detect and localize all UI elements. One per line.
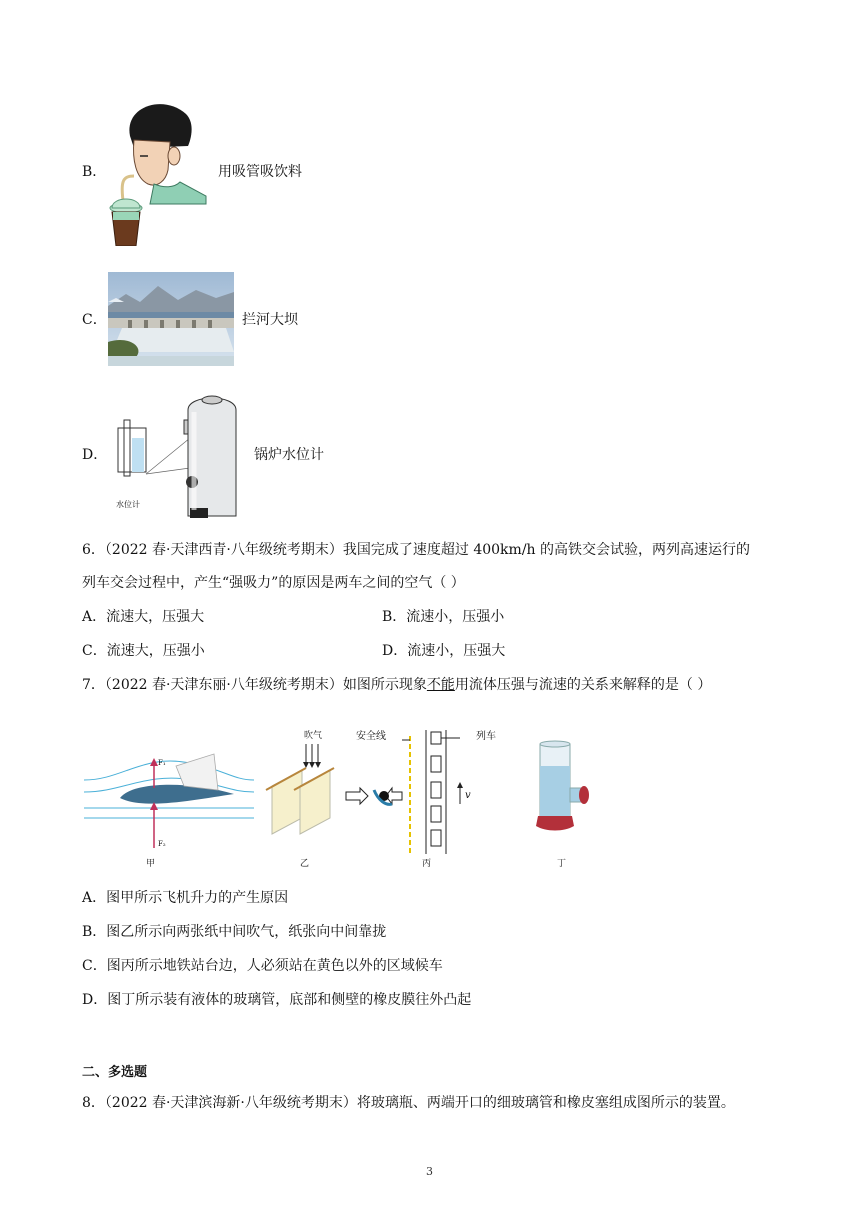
section-title-multi-choice: 二、多选题: [82, 1065, 148, 1080]
figure-yi-papers: [258, 730, 338, 840]
label-f2: F₂: [158, 840, 166, 848]
figure-jia-airfoil: [84, 750, 254, 850]
option-b-caption: 用吸管吸饮料: [218, 164, 302, 180]
dam-photo: [108, 272, 234, 366]
option-d-caption: 锅炉水位计: [254, 447, 324, 463]
q7-option-c: C．图丙所示地铁站台边，人必须站在黄色以外的区域候车: [82, 958, 443, 974]
q6-option-a: A．流速大，压强大: [82, 609, 205, 625]
label-yi: 乙: [300, 859, 310, 869]
q7-stem-underlined: 不能: [426, 677, 455, 693]
boy-drinking-figure: [104, 96, 210, 246]
figure-ding-tube: [534, 740, 594, 834]
option-c-letter: C．: [82, 312, 107, 328]
q7-option-d: D．图丁所示装有液体的玻璃管，底部和侧壁的橡皮膜往外凸起: [82, 992, 472, 1008]
label-train: 列车: [476, 731, 496, 742]
q6-option-c: C．流速大，压强小: [82, 643, 205, 659]
page-number: 3: [426, 1165, 433, 1178]
q7-option-a: A．图甲所示飞机升力的产生原因: [82, 890, 289, 906]
label-blow: 吹气: [304, 731, 323, 741]
q6-stem-line2: 列车交会过程中，产生“强吸力”的原因是两车之间的空气（ ）: [82, 575, 465, 591]
label-jia: 甲: [146, 859, 156, 869]
q6-option-b: B．流速小，压强小: [382, 609, 505, 625]
label-f1: F₁: [158, 759, 166, 767]
option-d-letter: D．: [82, 447, 108, 463]
label-bing: 丙: [422, 859, 432, 869]
option-b-letter: B．: [82, 164, 107, 180]
option-c-caption: 拦河大坝: [242, 312, 298, 328]
label-v: v: [465, 790, 471, 801]
q7-stem-after: 用流体压强与流速的关系来解释的是（ ）: [454, 677, 712, 693]
q6-option-d: D．流速小，压强大: [382, 643, 506, 659]
gauge-inset-label: 水位计: [116, 500, 140, 509]
label-ding: 丁: [557, 859, 567, 869]
q7-stem-before: 7．（2022 春·天津东丽·八年级统考期末）如图所示现象: [82, 677, 427, 693]
q7-option-b: B．图乙所示向两张纸中间吹气，纸张向中间靠拢: [82, 924, 387, 940]
q7-stem: [82, 675, 711, 695]
q8-stem: 8．（2022 春·天津滨海新·八年级统考期末）将玻璃瓶、两端开口的细玻璃管和橡皮塞组成图所示的装置。: [82, 1095, 735, 1111]
q6-stem-line1: 6．（2022 春·天津西青·八年级统考期末）我国完成了速度超过 400km/h 的高铁交会试验，两列高速运行的: [82, 542, 750, 558]
label-safety-line: 安全线: [356, 731, 386, 742]
